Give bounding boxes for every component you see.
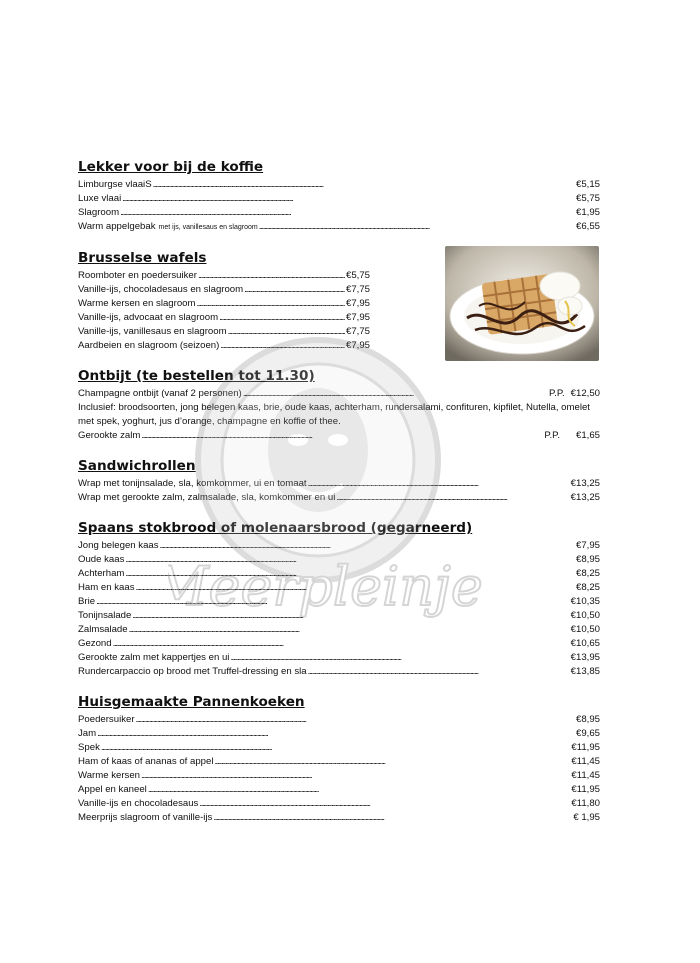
menu-item: Gezond . . . €10,65: [78, 637, 600, 651]
menu-item: Luxe vlaai . . . €5,75: [78, 192, 600, 206]
waffle-photo: [445, 246, 599, 361]
menu-item: Rundercarpaccio op brood met Truffel-dressing en sla . . . €13,85: [78, 665, 600, 679]
menu-item: Jong belegen kaas . . . €7,95: [78, 539, 600, 553]
section-title: Spaans stokbrood of molenaarsbrood (gegarneerd): [78, 520, 473, 536]
item-note: met ijs, vanillesaus en slagroom: [158, 224, 258, 231]
menu-item: Roomboter en poedersuiker . . . €5,75: [78, 269, 370, 283]
section-title: Huisgemaakte Pannenkoeken: [78, 694, 305, 710]
menu-item: Achterham . . . €8,25: [78, 567, 600, 581]
menu-item: Aardbeien en slagroom (seizoen) . . . €7,95: [78, 339, 370, 353]
menu-item: Tonijnsalade . . . €10,50: [78, 609, 600, 623]
section-koffie: [78, 158, 600, 235]
menu-item: Limburgse vlaaiS . . . €5,15: [78, 178, 600, 192]
section-title: Brusselse wafels: [78, 250, 207, 266]
section-title: Lekker voor bij de koffie: [78, 159, 264, 175]
section-stokbrood: [78, 519, 600, 679]
menu-item: Wrap met tonijnsalade, sla, komkommer, ui en tomaat . . . €13,25: [78, 477, 600, 491]
section-sandwichrollen: [78, 457, 600, 505]
menu-page: [78, 158, 600, 839]
menu-item: Meerprijs slagroom of vanille-ijs . . . € 1,95: [78, 811, 600, 825]
section-title: Ontbijt (te bestellen tot 11.30): [78, 368, 315, 384]
menu-item: Zalmsalade . . . €10,50: [78, 623, 600, 637]
menu-item: Ham en kaas . . . €8,25: [78, 581, 600, 595]
menu-item: Spek . . . €11,95: [78, 741, 600, 755]
menu-item: Vanille-ijs en chocoladesaus . . . €11,80: [78, 797, 600, 811]
menu-item: Warme kersen en slagroom . . . €7,95: [78, 297, 370, 311]
menu-item: Vanille-ijs, chocoladesaus en slagroom . . . €7,75: [78, 283, 370, 297]
breakfast-note: Inclusief: broodsoorten, jong belegen kaas, brie, oude kaas, achterham, rundersalami, confituren, kipfilet, Nutella, omelet met spek, yoghurt, jus d’orange, champagne en koffie of thee.: [78, 402, 590, 427]
menu-item: Wrap met gerookte zalm, zalmsalade, sla, komkommer en ui . . . €13,25: [78, 491, 600, 505]
section-pannenkoeken: [78, 693, 600, 825]
menu-item: Vanille-ijs, advocaat en slagroom . . . €7,95: [78, 311, 370, 325]
menu-item: Gerookte zalm met kappertjes en ui . . . €13,95: [78, 651, 600, 665]
menu-item: Gerookte zalm . . . P.P. €1,65: [78, 429, 600, 443]
menu-item: Warm appelgebak met ijs, vanillesaus en slagroom . . . €6,55: [78, 220, 600, 235]
menu-item: Ham of kaas of ananas of appel . . . €11,45: [78, 755, 600, 769]
menu-item: Oude kaas . . . €8,95: [78, 553, 600, 567]
section-ontbijt: [78, 367, 600, 443]
menu-item: Appel en kaneel . . . €11,95: [78, 783, 600, 797]
menu-item: Slagroom . . . €1,95: [78, 206, 600, 220]
section-title: Sandwichrollen: [78, 458, 196, 474]
menu-item: Warme kersen . . . €11,45: [78, 769, 600, 783]
menu-item: Jam . . . €9,65: [78, 727, 600, 741]
menu-item: Poedersuiker . . . €8,95: [78, 713, 600, 727]
svg-text:Meerpleinje: Meerpleinje: [168, 555, 483, 618]
menu-item: Brie . . . €10,35: [78, 595, 600, 609]
menu-item: Champagne ontbijt (vanaf 2 personen) . . . P.P. €12,50: [78, 387, 600, 401]
menu-item: Vanille-ijs, vanillesaus en slagroom . . . €7,75: [78, 325, 370, 339]
